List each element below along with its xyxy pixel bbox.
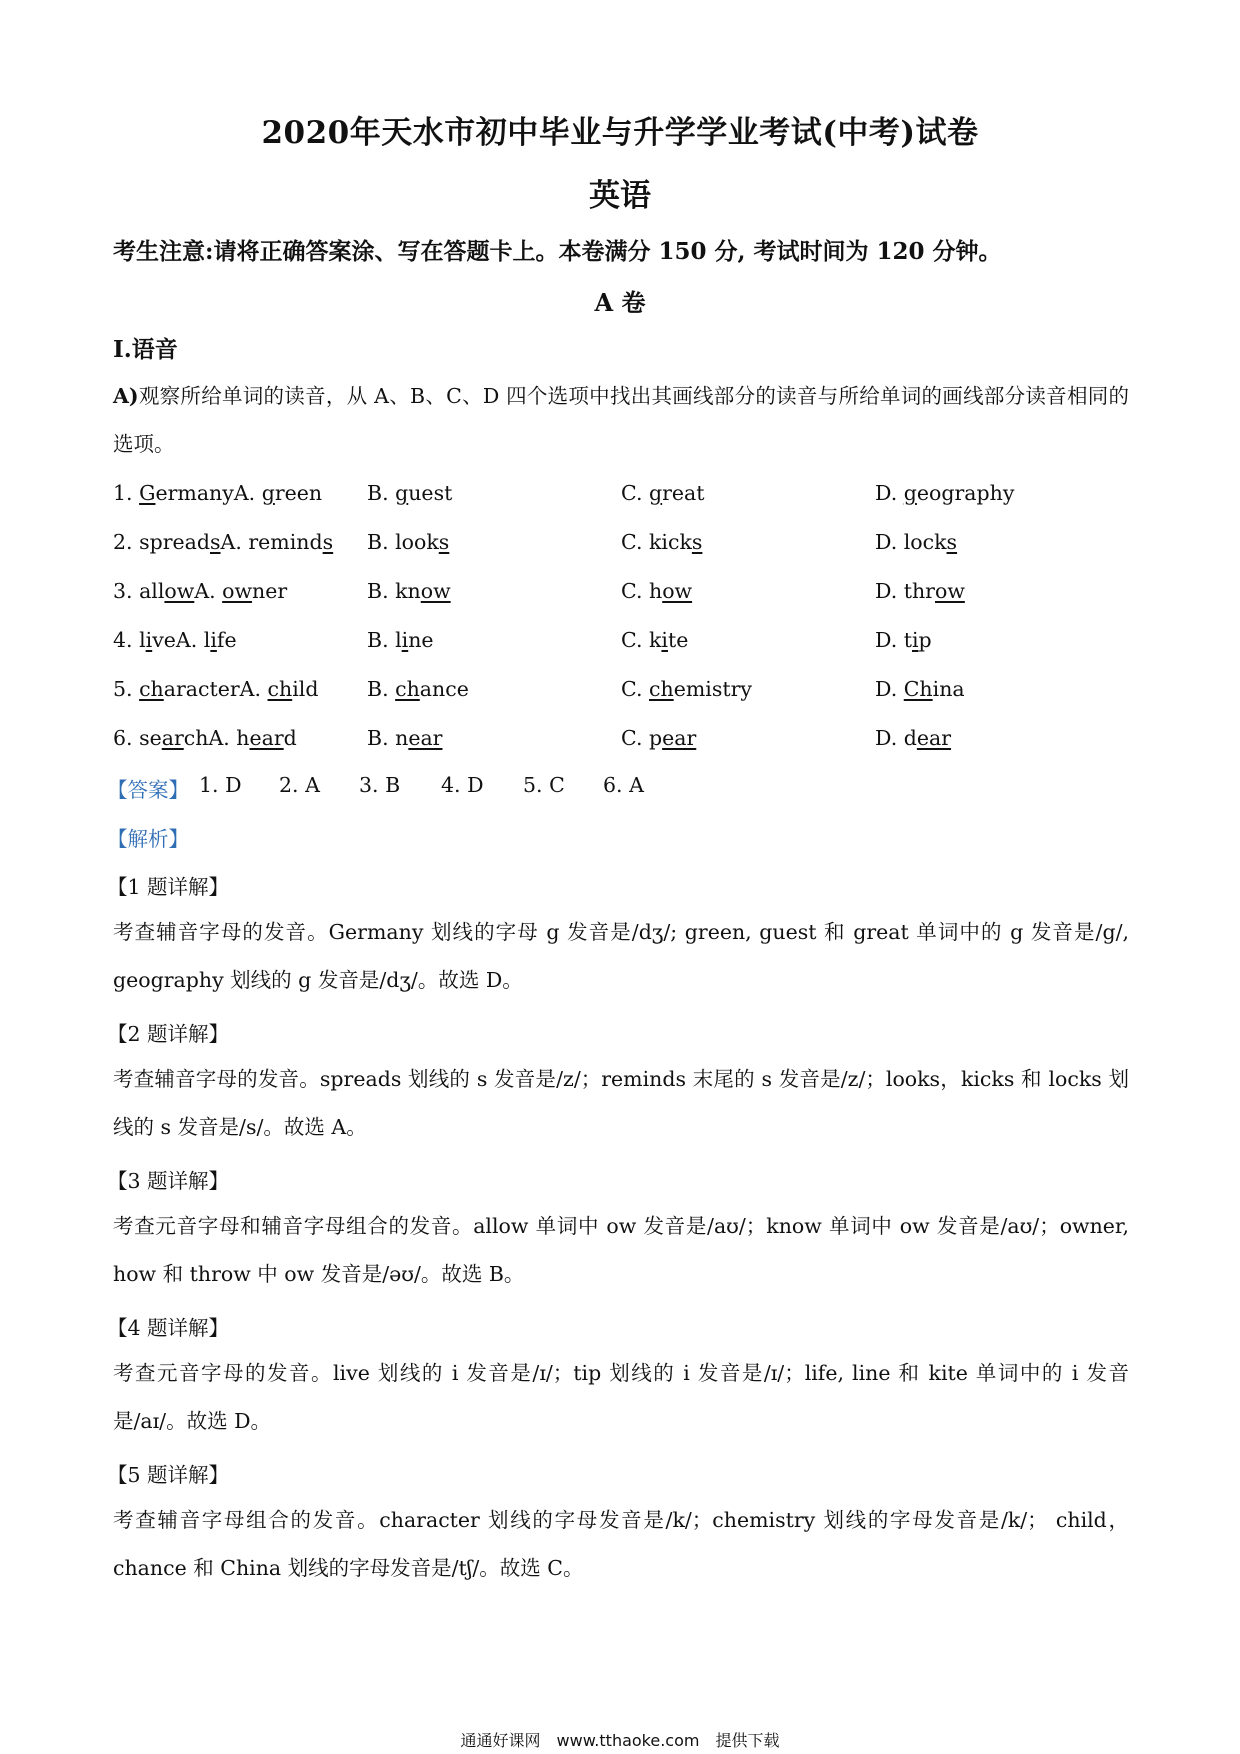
underlined-letters: G <box>139 481 156 505</box>
question-row <box>113 677 1133 717</box>
text-fragment: 2. <box>113 530 140 554</box>
underlined-letters: ar <box>161 726 184 750</box>
underlined-letters: s <box>210 530 221 554</box>
option-c <box>621 530 702 554</box>
text-fragment: A. h <box>208 726 250 750</box>
text-fragment: D. t <box>875 628 912 652</box>
question-row <box>113 628 1133 668</box>
text-fragment: ne <box>408 628 434 652</box>
underlined-letters: ow <box>934 579 965 603</box>
text-fragment: p <box>918 628 932 652</box>
underlined-letters: ch <box>139 677 164 701</box>
underlined-letters: s <box>438 530 450 554</box>
text-fragment: B. l <box>367 628 402 652</box>
text-fragment: 1. <box>113 481 140 505</box>
option-b <box>367 628 434 652</box>
text-fragment: emistry <box>673 677 752 701</box>
underlined-letters: i <box>661 628 668 652</box>
text-fragment: ner <box>252 579 288 603</box>
answer-item: 3. B <box>359 773 401 797</box>
underlined-letters: i <box>145 628 153 652</box>
underlined-letters: s <box>322 530 334 554</box>
text-fragment: uest <box>408 481 453 505</box>
text-fragment: ina <box>932 677 965 701</box>
underlined-letters: g <box>649 481 663 505</box>
text-fragment: 4. <box>113 628 140 652</box>
text-fragment: A. <box>194 579 223 603</box>
subject-title: 英语 <box>589 178 651 214</box>
underlined-letters: ch <box>395 677 420 701</box>
answer-item: 5. C <box>523 773 565 797</box>
text-fragment: ild <box>292 677 319 701</box>
text-fragment: B. <box>367 481 396 505</box>
instruction-text: 观察所给单词的读音，从 A、B、C、D 四个选项中找出其画线部分的读音与所给单词的画线部分读音相同的选项。 <box>113 384 1129 456</box>
underlined-letters: ow <box>164 579 195 603</box>
text-fragment: C. p <box>621 726 663 750</box>
question-row <box>113 530 1133 570</box>
underlined-letters: ch <box>267 677 293 701</box>
underlined-letters: s <box>691 530 703 554</box>
text-fragment: reen <box>274 481 323 505</box>
text-fragment: A. l <box>175 628 211 652</box>
text-fragment: C. h <box>621 579 663 603</box>
volume-label: A 卷 <box>594 288 646 317</box>
detail-heading: 【1 题详解】 <box>107 875 230 899</box>
text-fragment: spread <box>139 530 210 554</box>
text-fragment: B. n <box>367 726 409 750</box>
detail-text: 考查辅音字母的发音。spreads 划线的 s 发音是/z/；reminds 末尾的 s 发音是/z/；looks，kicks 和 locks 划线的 s 发音是/s/。故选 A。 <box>113 1067 1129 1139</box>
underlined-letters: Ch <box>903 677 933 701</box>
option-b <box>367 530 449 554</box>
text-fragment: ch <box>183 726 209 750</box>
option-d <box>875 677 965 701</box>
question-word-and-option-a <box>113 481 322 505</box>
exam-notice: 考生注意:请将正确答案涂、写在答题卡上。本卷满分 150 分, 考试时间为 120 分钟。 <box>113 238 1002 265</box>
text-fragment: d <box>283 726 297 750</box>
question-row <box>113 481 1133 521</box>
question-word-and-option-a <box>113 579 287 603</box>
option-d <box>875 726 951 750</box>
text-fragment: D. d <box>875 726 917 750</box>
question-row <box>113 726 1133 766</box>
option-b <box>367 677 469 701</box>
instruction-label: A) <box>113 384 139 408</box>
underlined-letters: s <box>946 530 958 554</box>
text-fragment: ance <box>419 677 469 701</box>
underlined-letters: g <box>395 481 409 505</box>
question-word-and-option-a <box>113 677 318 701</box>
option-d <box>875 530 957 554</box>
text-fragment: eography <box>916 481 1015 505</box>
text-fragment: D. lock <box>875 530 947 554</box>
option-c <box>621 579 692 603</box>
option-b <box>367 726 442 750</box>
detail-text: 考查元音字母和辅音字母组合的发音。allow 单词中 ow 发音是/aʊ/；know 单词中 ow 发音是/aʊ/；owner, how 和 throw 中 ow 发音是/əʊ/。故选 B。 <box>113 1214 1129 1286</box>
text-fragment: C. <box>621 481 649 505</box>
text-fragment: A. <box>239 677 268 701</box>
option-c <box>621 628 688 652</box>
option-d <box>875 628 932 652</box>
page-footer: 通通好课网 www.tthaoke.com 提供下载 <box>460 1731 780 1750</box>
underlined-letters: i <box>911 628 919 652</box>
detail-text: 考查元音字母的发音。live 划线的 i 发音是/ɪ/；tip 划线的 i 发音是/ɪ/；life, line 和 kite 单词中的 i 发音是/aɪ/。故选 D。 <box>113 1361 1129 1433</box>
detail-text: 考查辅音字母的发音。Germany 划线的字母 g 发音是/dʒ/; green, guest 和 great 单词中的 g 发音是/g/, geography 划线的 g 发音是/dʒ/。故选 D。 <box>113 920 1129 992</box>
underlined-letters: ow <box>222 579 253 603</box>
answer-item: 2. A <box>279 773 320 797</box>
underlined-letters: ow <box>662 579 693 603</box>
question-word-and-option-a <box>113 726 297 750</box>
text-fragment: C. kick <box>621 530 692 554</box>
underlined-letters: g <box>261 481 275 505</box>
underlined-letters: ow <box>420 579 451 603</box>
text-fragment: D. <box>875 677 904 701</box>
underlined-letters: ear <box>249 726 284 750</box>
text-fragment: D. <box>875 481 904 505</box>
detail-heading: 【5 题详解】 <box>107 1463 230 1487</box>
text-fragment: ve <box>152 628 176 652</box>
text-fragment: B. kn <box>367 579 421 603</box>
page-title: 2020年天水市初中毕业与升学学业考试(中考)试卷 <box>261 115 979 151</box>
text-fragment: A. <box>233 481 262 505</box>
text-fragment: te <box>667 628 689 652</box>
text-fragment: ermany <box>155 481 234 505</box>
detail-heading: 【2 题详解】 <box>107 1022 230 1046</box>
text-fragment: C. k <box>621 628 662 652</box>
text-fragment: 3. <box>113 579 140 603</box>
question-word-and-option-a <box>113 530 333 554</box>
underlined-letters: ear <box>662 726 697 750</box>
text-fragment: A. remind <box>220 530 323 554</box>
detail-heading: 【4 题详解】 <box>107 1316 230 1340</box>
answer-label: 【答案】 <box>107 778 189 802</box>
underlined-letters: ear <box>916 726 952 750</box>
text-fragment: reat <box>662 481 705 505</box>
text-fragment: l <box>139 628 146 652</box>
option-d <box>875 579 965 603</box>
option-b <box>367 579 451 603</box>
detail-heading: 【3 题详解】 <box>107 1169 230 1193</box>
underlined-letters: g <box>903 481 917 505</box>
text-fragment: C. <box>621 677 649 701</box>
answer-item: 1. D <box>199 773 242 797</box>
text-fragment: B. look <box>367 530 439 554</box>
analysis-label: 【解析】 <box>107 827 189 851</box>
option-c <box>621 677 752 701</box>
text-fragment: 6. <box>113 726 140 750</box>
text-fragment: se <box>139 726 162 750</box>
underlined-letters: i <box>210 628 217 652</box>
option-d <box>875 481 1014 505</box>
answer-item: 4. D <box>441 773 484 797</box>
text-fragment: fe <box>216 628 237 652</box>
question-word-and-option-a <box>113 628 237 652</box>
underlined-letters: ear <box>408 726 443 750</box>
option-b <box>367 481 452 505</box>
option-c <box>621 481 705 505</box>
option-c <box>621 726 696 750</box>
text-fragment: all <box>139 579 165 603</box>
underlined-letters: ch <box>649 677 674 701</box>
answer-item: 6. A <box>603 773 644 797</box>
text-fragment: 5. <box>113 677 140 701</box>
detail-text: 考查辅音字母组合的发音。character 划线的字母发音是/k/；chemistry 划线的字母发音是/k/； child，chance 和 China 划线的字母发音是/tʃ/。故选 C。 <box>113 1508 1129 1580</box>
text-fragment: D. thr <box>875 579 935 603</box>
section-instruction <box>113 372 1129 468</box>
text-fragment: B. <box>367 677 396 701</box>
section-title: I.语音 <box>113 336 178 363</box>
text-fragment: aracter <box>163 677 240 701</box>
underlined-letters: i <box>401 628 409 652</box>
question-row <box>113 579 1133 619</box>
